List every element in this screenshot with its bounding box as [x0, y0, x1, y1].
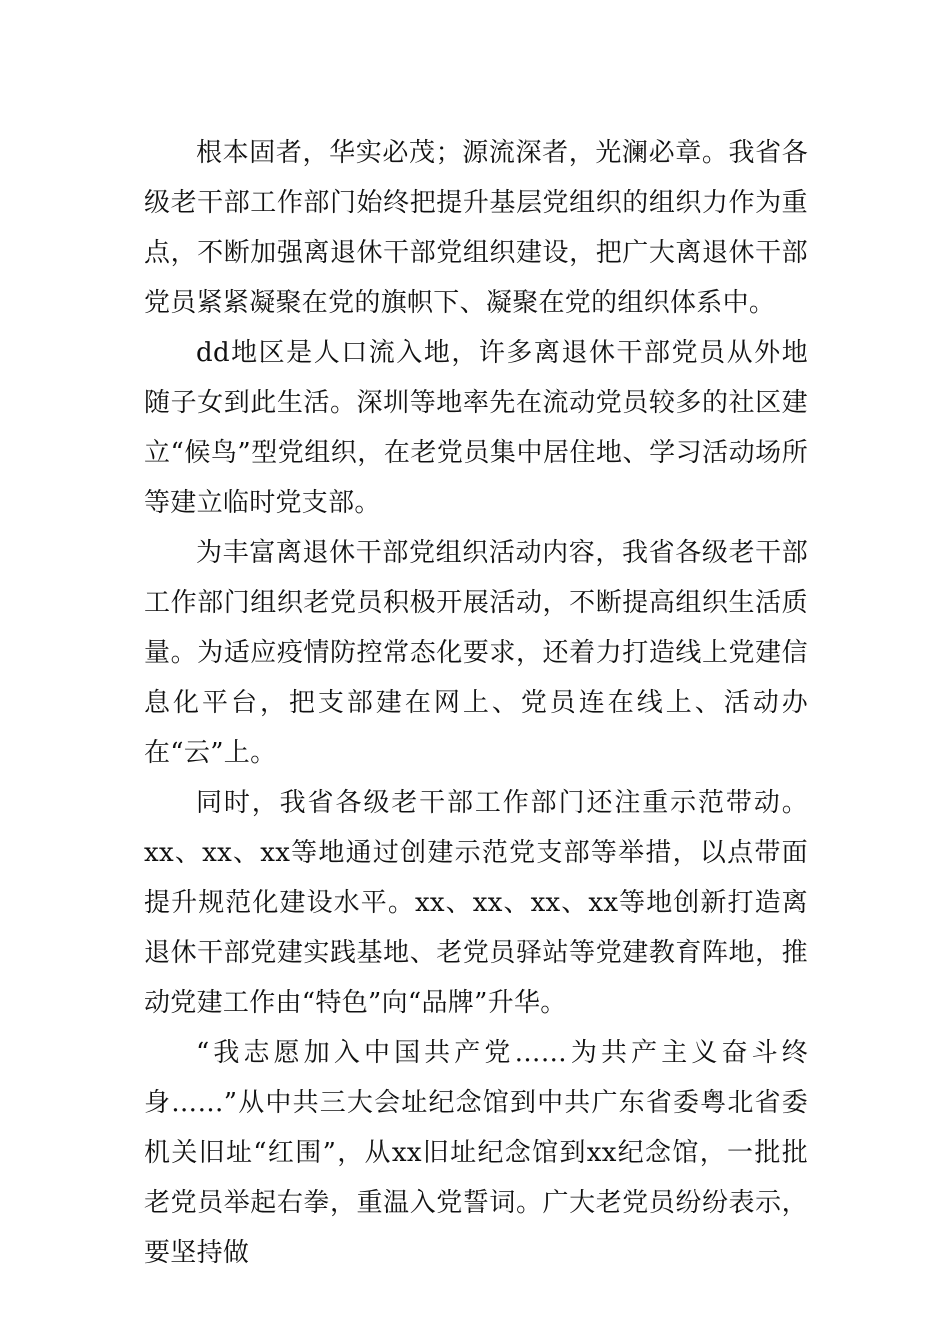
paragraph-3: 为丰富离退休干部党组织活动内容，我省各级老干部工作部门组织老党员积极开展活动，不断提高组织生活质量。为适应疫情防控常态化要求，还着力打造线上党建信息化平台，把支部建在网上、党员连在线上、活动办在“云”上。	[144, 538, 808, 768]
paragraph-1: 根本固者，华实必茂；源流深者，光澜必章。我省各级老干部工作部门始终把提升基层党组织的组织力作为重点，不断加强离退休干部党组织建设，把广大离退休干部党员紧紧凝聚在党的旗帜下、凝聚在党的组织体系中。	[144, 138, 808, 318]
paragraph-5: “我志愿加入中国共产党……为共产主义奋斗终身……”从中共三大会址纪念馆到中共广东省委粤北省委机关旧址“红围”，从xx旧址纪念馆到xx纪念馆，一批批老党员举起右拳，重温入党誓词。广大老党员纷纷表示，要坚持做	[144, 1038, 808, 1268]
paragraph-4: 同时，我省各级老干部工作部门还注重示范带动。xx、xx、xx等地通过创建示范党支部等举措，以点带面提升规范化建设水平。xx、xx、xx、xx等地创新打造离退休干部党建实践基地、老党员驿站等党建教育阵地，推动党建工作由“特色”向“品牌”升华。	[144, 788, 808, 1018]
paragraph-2: dd地区是人口流入地，许多离退休干部党员从外地随子女到此生活。深圳等地率先在流动党员较多的社区建立“候鸟”型党组织，在老党员集中居住地、学习活动场所等建立临时党支部。	[144, 338, 808, 518]
document-body	[144, 128, 808, 1278]
